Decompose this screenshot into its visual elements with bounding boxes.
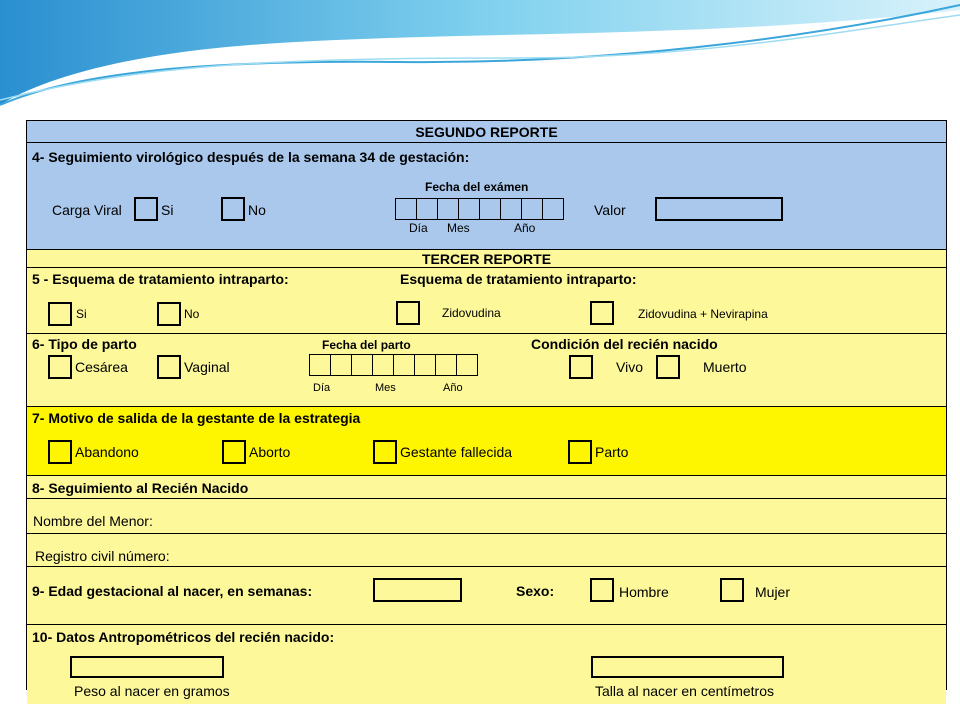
intraparto-si-checkbox[interactable]: [48, 302, 72, 326]
intraparto-no-label: No: [184, 307, 200, 321]
section-4: [27, 142, 946, 249]
fecha-parto-cells[interactable]: [310, 354, 478, 376]
registro-civil-label: Registro civil número:: [35, 548, 170, 564]
fecha-parto-mes-label: Mes: [375, 382, 396, 394]
fecha-examen-mes-label: Mes: [447, 221, 470, 235]
segundo-reporte-title: SEGUNDO REPORTE: [415, 124, 558, 140]
vivo-checkbox[interactable]: [569, 355, 593, 379]
intraparto-si-label: Si: [76, 307, 87, 321]
mujer-label: Mujer: [755, 584, 791, 600]
q5-heading: 5 - Esquema de tratamiento intraparto:: [32, 271, 289, 287]
tercer-reporte-header: [27, 249, 946, 267]
q6-heading: 6- Tipo de parto: [32, 336, 137, 352]
parto-checkbox[interactable]: [568, 440, 592, 464]
q9-heading: 9- Edad gestacional al nacer, en semanas:: [32, 583, 313, 599]
fecha-examen-cells[interactable]: [396, 198, 564, 220]
edad-gestacional-input[interactable]: [373, 578, 462, 602]
registro-civil-row[interactable]: [27, 533, 946, 566]
zidovudina-label: Zidovudina: [442, 306, 501, 320]
talla-input[interactable]: [591, 656, 784, 678]
decorative-wave-banner: [0, 0, 960, 130]
vivo-label: Vivo: [616, 359, 643, 375]
q10-heading: 10- Datos Antropométricos del recién nacido:: [32, 629, 335, 645]
zidovudina-nevirapina-checkbox[interactable]: [590, 301, 614, 325]
q8-heading: 8- Seguimiento al Recién Nacido: [32, 480, 249, 496]
fecha-parto-dia-label: Día: [313, 382, 331, 394]
abandono-checkbox[interactable]: [48, 440, 72, 464]
carga-viral-si-checkbox[interactable]: [134, 197, 158, 221]
tercer-reporte-title: TERCER REPORTE: [421, 251, 552, 267]
fecha-examen-dia-label: Día: [409, 221, 428, 235]
muerto-checkbox[interactable]: [656, 355, 680, 379]
valor-input[interactable]: [655, 197, 783, 221]
gestante-fallecida-label: Gestante fallecida: [400, 444, 513, 460]
segundo-reporte-header: [27, 120, 946, 142]
zidovudina-nevirapina-label: Zidovudina + Nevirapina: [638, 307, 768, 321]
parto-label: Parto: [595, 444, 629, 460]
report-form: [26, 120, 947, 699]
zidovudina-checkbox[interactable]: [396, 301, 420, 325]
carga-viral-si-label: Si: [161, 202, 174, 218]
fecha-parto-anio-label: Año: [443, 382, 463, 394]
talla-label: Talla al nacer en centímetros: [595, 683, 774, 699]
fecha-examen-anio-label: Año: [514, 221, 536, 235]
carga-viral-no-checkbox[interactable]: [221, 197, 245, 221]
cesarea-label: Cesárea: [75, 359, 128, 375]
section-7: [27, 406, 946, 475]
abandono-label: Abandono: [75, 444, 139, 460]
section-10: [27, 624, 946, 704]
sexo-label: Sexo:: [516, 583, 555, 599]
section-6: [27, 333, 946, 406]
q7-heading: 7- Motivo de salida de la gestante de la estrategia: [32, 410, 361, 426]
hombre-checkbox[interactable]: [590, 578, 614, 602]
muerto-label: Muerto: [703, 359, 747, 375]
nombre-menor-row[interactable]: [27, 498, 946, 533]
carga-viral-no-label: No: [248, 202, 266, 218]
fecha-parto-label: Fecha del parto: [322, 338, 411, 352]
q4-heading: 4- Seguimiento virológico después de la semana 34 de gestación:: [32, 149, 470, 165]
carga-viral-label: Carga Viral: [52, 202, 122, 218]
cesarea-checkbox[interactable]: [48, 355, 72, 379]
aborto-label: Aborto: [249, 444, 291, 460]
nombre-menor-label: Nombre del Menor:: [33, 513, 153, 529]
intraparto-no-checkbox[interactable]: [157, 302, 181, 326]
aborto-checkbox[interactable]: [222, 440, 246, 464]
vaginal-checkbox[interactable]: [157, 355, 181, 379]
valor-label: Valor: [594, 202, 626, 218]
mujer-checkbox[interactable]: [720, 578, 744, 602]
q5b-heading: Esquema de tratamiento intraparto:: [400, 271, 637, 287]
condicion-heading: Condición del recién nacido: [531, 336, 718, 352]
peso-label: Peso al nacer en gramos: [74, 683, 230, 699]
section-5: [27, 267, 946, 333]
hombre-label: Hombre: [619, 584, 669, 600]
vaginal-label: Vaginal: [184, 359, 230, 375]
gestante-fallecida-checkbox[interactable]: [373, 440, 397, 464]
peso-input[interactable]: [70, 656, 224, 678]
section-8-header: [27, 475, 946, 498]
section-9: [27, 566, 946, 624]
fecha-examen-label: Fecha del exámen: [425, 180, 529, 194]
